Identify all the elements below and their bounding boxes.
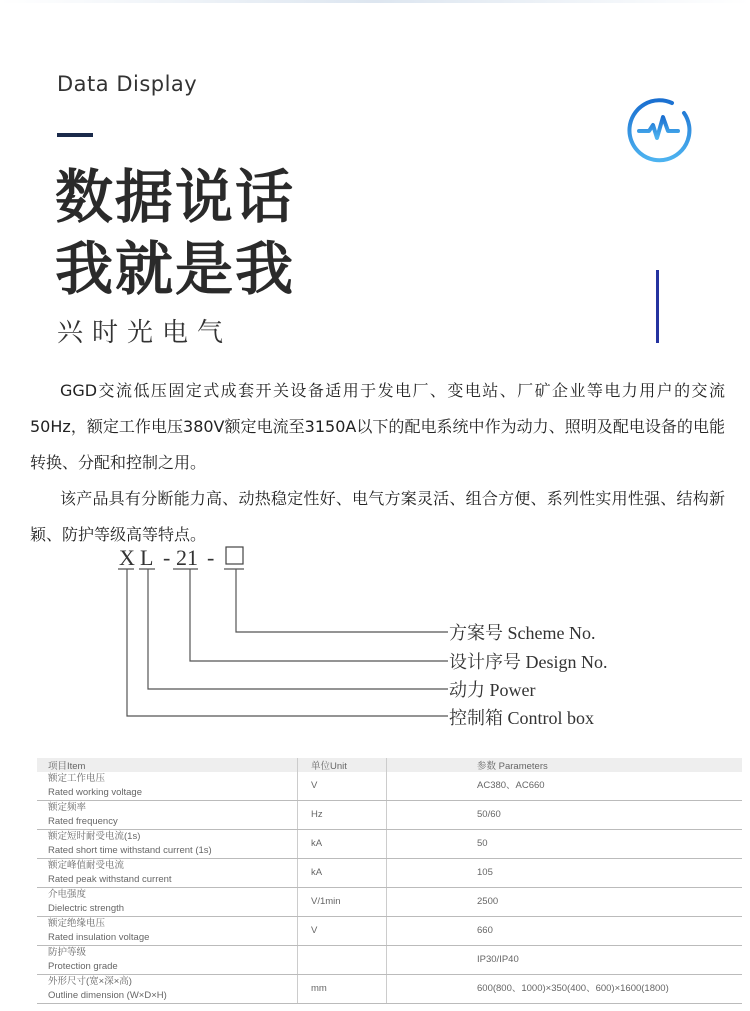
- item-en: Rated frequency: [48, 816, 118, 827]
- unit-cell: kA: [298, 859, 387, 888]
- item-cell: [37, 946, 298, 975]
- title-line-1: 数据说话: [55, 163, 296, 231]
- item-cn: 介电强度: [48, 889, 87, 900]
- item-en: Rated peak withstand current: [48, 874, 172, 885]
- item-cn: 额定短时耐受电流(1s): [48, 831, 141, 842]
- value-cell: 50: [387, 830, 743, 859]
- item-cn: 额定频率: [48, 802, 87, 813]
- model-code-diagram: [0, 535, 750, 735]
- english-title: Data Display: [57, 72, 198, 96]
- table-row: [37, 801, 742, 830]
- label-scheme-no: 方案号 Scheme No.: [449, 623, 596, 643]
- item-cn: 额定峰值耐受电流: [48, 860, 125, 871]
- unit-cell: V: [298, 917, 387, 946]
- top-divider: [0, 0, 750, 3]
- code-21: 21: [176, 545, 198, 570]
- header-item: 项目Item: [37, 758, 298, 772]
- features-paragraph: 该产品具有分断能力高、动热稳定性好、电气方案灵活、组合方便、系列性实用性强、结构新颖、防护等级高等特点。: [30, 489, 725, 544]
- unit-cell: kA: [298, 830, 387, 859]
- parameters-table: [37, 758, 742, 1004]
- unit-cell: mm: [298, 975, 387, 1004]
- unit-cell: V: [298, 772, 387, 801]
- item-cn: 额定工作电压: [48, 773, 106, 784]
- pulse-circle-icon: [622, 93, 694, 165]
- item-en: Rated working voltage: [48, 787, 142, 798]
- item-cell: [37, 975, 298, 1004]
- item-en: Rated insulation voltage: [48, 932, 150, 943]
- value-cell: 660: [387, 917, 743, 946]
- value-cell: 2500: [387, 888, 743, 917]
- table-row: [37, 772, 742, 801]
- item-cell: [37, 917, 298, 946]
- item-cell: [37, 859, 298, 888]
- unit-cell: V/1min: [298, 888, 387, 917]
- item-en: Outline dimension (W×D×H): [48, 990, 167, 1001]
- table-row: [37, 917, 742, 946]
- header-parameters: 参数 Parameters: [387, 758, 743, 772]
- table-row: [37, 830, 742, 859]
- item-cell: [37, 888, 298, 917]
- label-design-no: 设计序号 Design No.: [449, 652, 608, 672]
- table-row: [37, 859, 742, 888]
- table-row: [37, 888, 742, 917]
- code-dash: -: [163, 545, 171, 570]
- item-en: Protection grade: [48, 961, 118, 972]
- intro-paragraph: GGD交流低压固定式成套开关设备适用于发电厂、变电站、厂矿企业等电力用户的交流50Hz，额定工作电压380V额定电流至3150A以下的配电系统中作为动力、照明及配电设备的电能转换、分配和控制之用。: [30, 381, 725, 472]
- value-cell: 50/60: [387, 801, 743, 830]
- table-row: [37, 946, 742, 975]
- value-cell: 600(800、1000)×350(400、600)×1600(1800): [387, 975, 743, 1004]
- accent-bar: [656, 270, 659, 343]
- unit-cell: Hz: [298, 801, 387, 830]
- item-cell: [37, 830, 298, 859]
- code-l: L: [140, 545, 154, 570]
- value-cell: AC380、AC660: [387, 772, 743, 801]
- item-cn: 额定绝缘电压: [48, 918, 106, 929]
- item-cell: [37, 801, 298, 830]
- value-cell: IP30/IP40: [387, 946, 743, 975]
- value-cell: 105: [387, 859, 743, 888]
- item-cn: 防护等级: [48, 947, 87, 958]
- table-row: [37, 975, 742, 1004]
- title-line-2: 我就是我: [55, 235, 296, 303]
- title-dash: [57, 133, 93, 137]
- code-dash-2: -: [207, 545, 215, 570]
- item-en: Dielectric strength: [48, 903, 125, 914]
- item-cn: 外形尺寸(宽×深×高): [48, 976, 132, 987]
- unit-cell: [298, 946, 387, 975]
- company-name: 兴时光电气: [57, 318, 233, 348]
- header-unit: 单位Unit: [298, 758, 387, 772]
- code-box: [226, 547, 243, 564]
- label-power: 动力 Power: [449, 680, 536, 700]
- item-en: Rated short time withstand current (1s): [48, 845, 212, 856]
- code-x: X: [119, 545, 135, 570]
- label-control-box: 控制箱 Control box: [449, 708, 595, 728]
- table-header: [37, 758, 742, 772]
- item-cell: [37, 772, 298, 801]
